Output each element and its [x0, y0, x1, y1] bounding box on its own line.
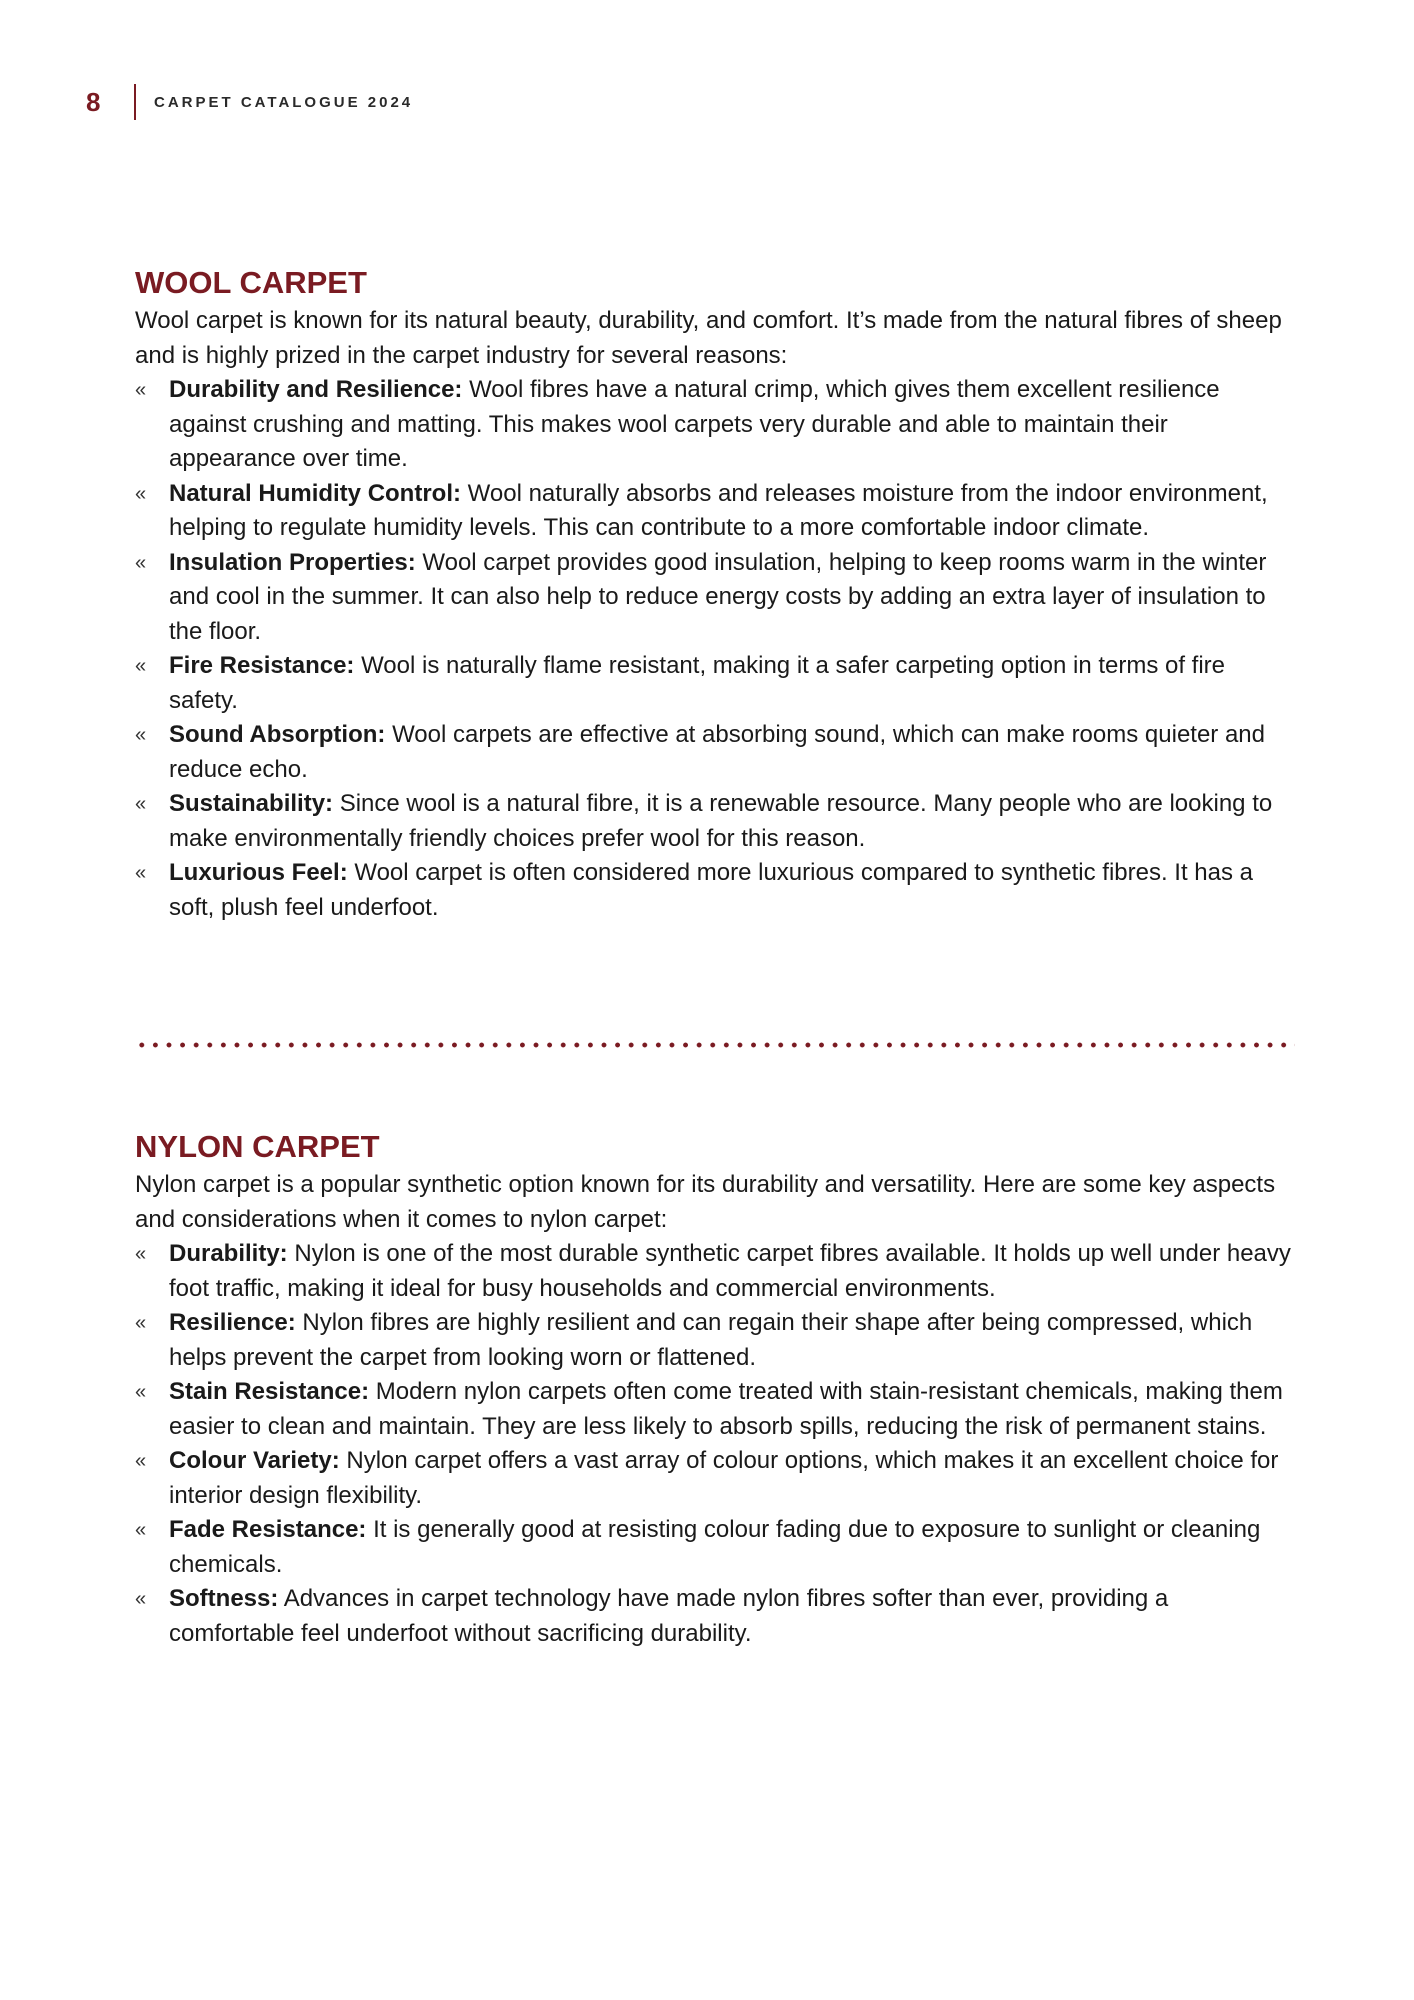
item-label: Colour Variety: [169, 1447, 340, 1474]
item-text: Nylon is one of the most durable synthetic carpet fibres available. It holds up well under heavy foot traffic, making it ideal for busy households and commercial environments. [169, 1240, 1291, 1302]
header-divider [134, 84, 136, 120]
list-item [135, 787, 1295, 856]
bullet-marker: « [135, 1588, 147, 1610]
item-label: Sustainability: [169, 790, 334, 817]
item-text: Advances in carpet technology have made nylon fibres softer than ever, providing a comfortable feel underfoot without sacrificing durability. [169, 1585, 1169, 1647]
list-item [135, 1237, 1295, 1306]
wool-carpet-section [135, 264, 1295, 925]
list-item [135, 718, 1295, 787]
bullet-marker: « [135, 724, 147, 746]
item-text: Wool carpet provides good insulation, helping to keep rooms warm in the winter and cool in the summer. It can also help to reduce energy costs by adding an extra layer of insulation to the floor. [169, 548, 1267, 645]
catalogue-title: CARPET CATALOGUE 2024 [154, 93, 414, 111]
list-item [135, 1582, 1295, 1651]
bullet-marker: « [135, 379, 147, 401]
item-text: Nylon fibres are highly resilient and can regain their shape after being compressed, which helps prevent the carpet from looking worn or flattened. [169, 1309, 1253, 1371]
nylon-intro: Nylon carpet is a popular synthetic option known for its durability and versatility. Here are some key aspects and considerations when it comes to nylon carpet: [135, 1171, 1276, 1233]
wool-intro: Wool carpet is known for its natural beauty, durability, and comfort. It’s made from the natural fibres of sheep and is highly prized in the carpet industry for several reasons: [135, 307, 1282, 369]
item-label: Stain Resistance: [169, 1378, 370, 1405]
item-text: Wool is naturally flame resistant, making it a safer carpeting option in terms of fire safety. [169, 652, 1226, 714]
bullet-marker: « [135, 862, 147, 884]
nylon-feature-list [135, 1237, 1295, 1651]
list-item [135, 373, 1295, 477]
item-text: It is generally good at resisting colour fading due to exposure to sunlight or cleaning chemicals. [169, 1516, 1261, 1578]
item-label: Fade Resistance: [169, 1516, 367, 1543]
list-item [135, 1513, 1295, 1582]
bullet-marker: « [135, 1243, 147, 1265]
list-item [135, 1444, 1295, 1513]
item-text: Wool naturally absorbs and releases moisture from the indoor environment, helping to regulate humidity levels. This can contribute to a more comfortable indoor climate. [169, 479, 1268, 541]
list-item [135, 649, 1295, 718]
section-title-nylon: NYLON CARPET [135, 1129, 380, 1164]
item-text: Modern nylon carpets often come treated with stain-resistant chemicals, making them easier to clean and maintain. They are less likely to absorb spills, reducing the risk of permanent stains. [169, 1378, 1283, 1440]
item-text: Nylon carpet offers a vast array of colour options, which makes it an excellent choice for interior design flexibility. [169, 1447, 1279, 1509]
wool-feature-list [135, 373, 1295, 925]
bullet-marker: « [135, 655, 147, 677]
page-number: 8 [86, 86, 101, 117]
item-text: Wool carpets are effective at absorbing sound, which can make rooms quieter and reduce echo. [169, 721, 1266, 783]
list-item [135, 1375, 1295, 1444]
nylon-carpet-section [135, 1128, 1295, 1651]
bullet-marker: « [135, 551, 147, 574]
bullet-marker: « [135, 482, 147, 505]
page-header [86, 84, 413, 120]
list-item [135, 546, 1295, 650]
bullet-marker: « [135, 793, 147, 815]
item-label: Softness: [169, 1585, 279, 1612]
item-label: Sound Absorption: [169, 721, 386, 748]
item-label: Luxurious Feel: [169, 859, 348, 886]
bullet-marker: « [135, 1450, 147, 1472]
bullet-marker: « [135, 1381, 147, 1403]
item-label: Durability and Resilience: [169, 376, 463, 403]
item-label: Natural Humidity Control: [169, 479, 461, 507]
bullet-marker: « [135, 1312, 147, 1334]
item-label: Insulation Properties: [169, 548, 416, 576]
item-text: Wool carpet is often considered more luxurious compared to synthetic fibres. It has a soft, plush feel underfoot. [169, 859, 1254, 921]
list-item [135, 856, 1295, 925]
item-text: Wool fibres have a natural crimp, which gives them excellent resilience against crushing and matting. This makes wool carpets very durable and able to maintain their appearance over time. [169, 376, 1220, 472]
dotted-divider [135, 1042, 1295, 1048]
list-item [135, 1306, 1295, 1375]
item-label: Durability: [169, 1240, 288, 1267]
bullet-marker: « [135, 1519, 147, 1541]
section-title-wool: WOOL CARPET [135, 265, 367, 300]
item-label: Resilience: [169, 1309, 296, 1336]
item-text: Since wool is a natural fibre, it is a renewable resource. Many people who are looking to make environmentally friendly choices prefer wool for this reason. [169, 790, 1273, 852]
list-item [135, 477, 1295, 546]
item-label: Fire Resistance: [169, 652, 355, 679]
